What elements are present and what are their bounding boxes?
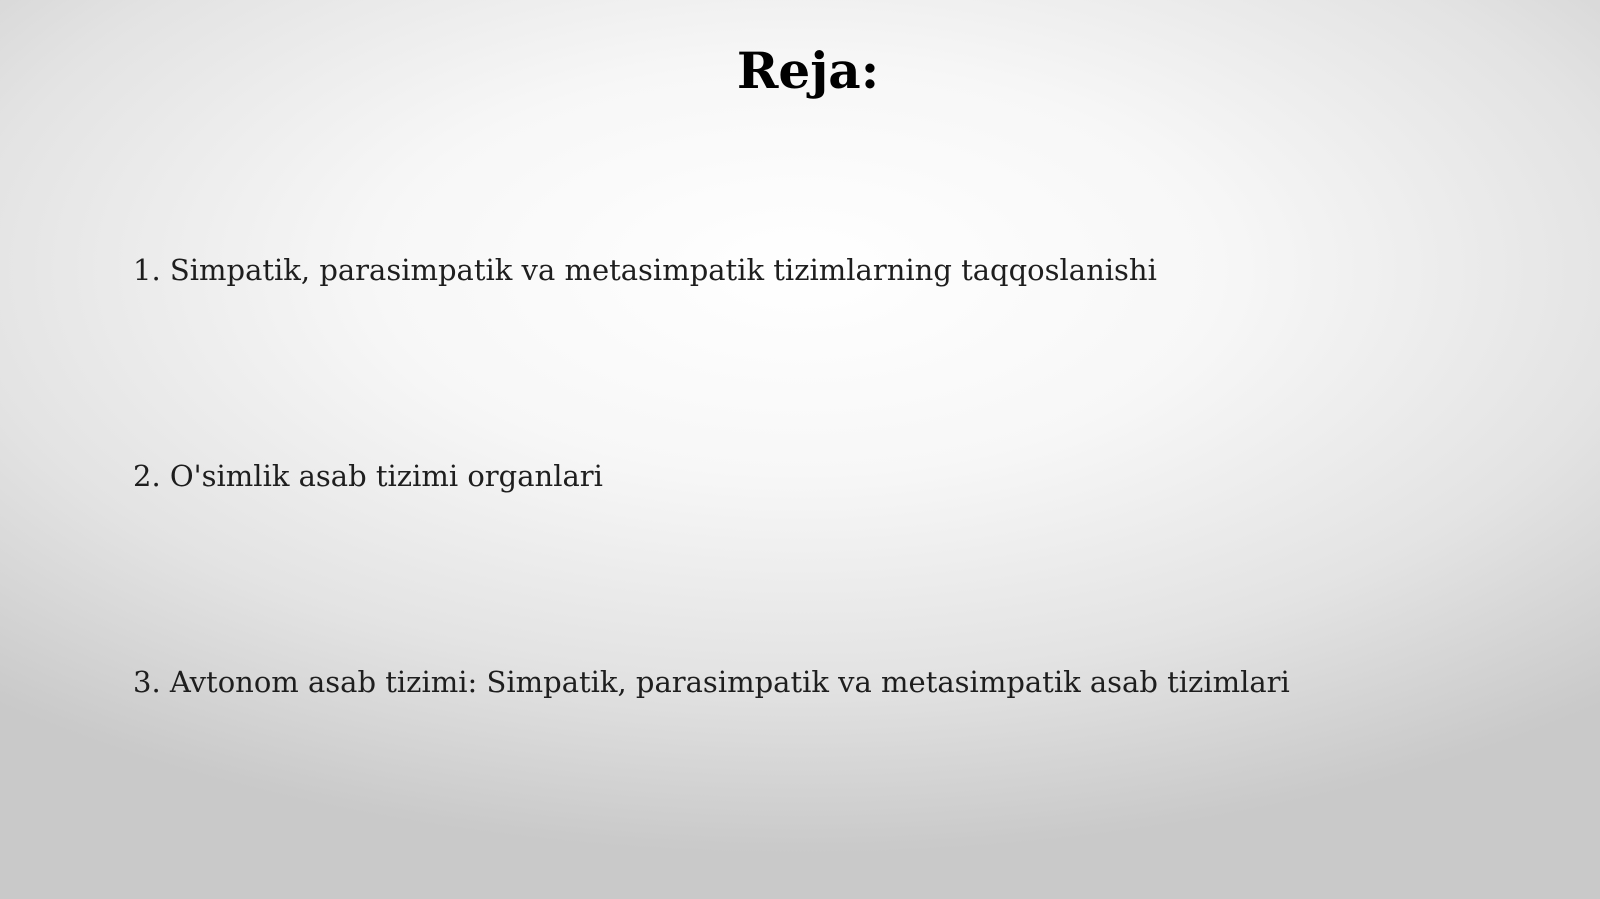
slide-title: Reja: — [736, 41, 880, 100]
plan-item-3: 3. Avtonom asab tizimi: Simpatik, parasimpatik va metasimpatik asab tizimlari — [133, 665, 1290, 699]
plan-item-1: 1. Simpatik, parasimpatik va metasimpatik tizimlarning taqqoslanishi — [133, 253, 1157, 287]
plan-item-2: 2. O'simlik asab tizimi organlari — [133, 459, 603, 493]
